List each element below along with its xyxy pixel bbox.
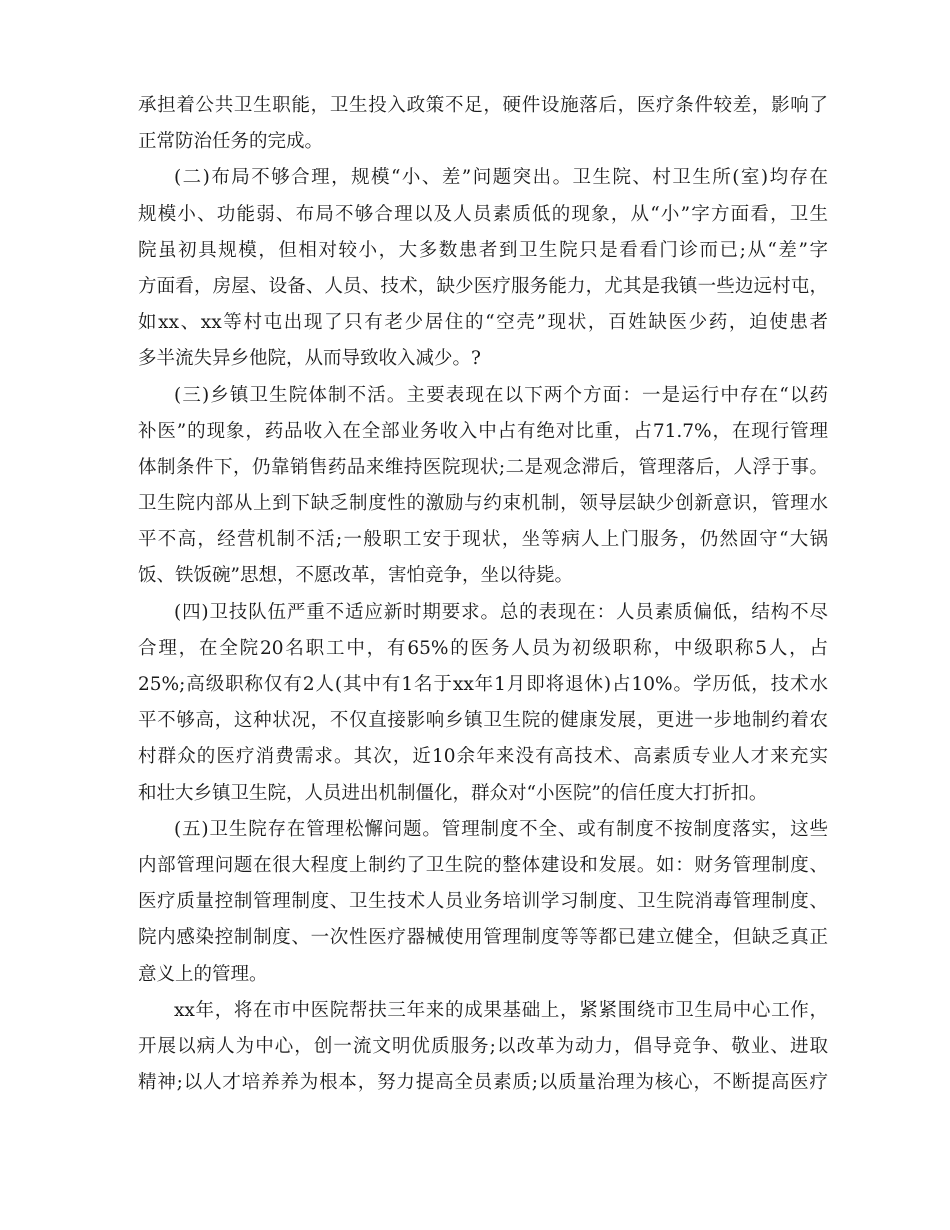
text-line: 多半流失异乡他院，从而导致收入减少。? <box>138 348 481 370</box>
text-line: 体制条件下，仍靠销售药品来维持医院现状;二是观念滞后，管理落后，人浮于事。 <box>138 456 828 478</box>
text-line: 承担着公共卫生职能，卫生投入政策不足，硬件设施落后，医疗条件较差，影响了 <box>138 95 828 116</box>
text-line: 开展以病人为中心，创一流文明优质服务;以改革为动力，倡导竞争、敬业、进取 <box>138 1035 828 1057</box>
text-line: 村群众的医疗消费需求。其次，近10余年来没有高技术、高素质专业人才来充实 <box>138 746 828 768</box>
text-line: 内部管理问题在很大程度上制约了卫生院的整体建设和发展。如：财务管理制度、 <box>138 854 828 876</box>
text-line: 正常防治任务的完成。 <box>138 131 324 153</box>
paragraph-first-line: (三)乡镇卫生院体制不活。主要表现在以下两个方面：一是运行中存在“以药 <box>174 384 828 406</box>
text-line: 平不高，经营机制不活;一般职工安于现状，坐等病人上门服务，仍然固守“大锅 <box>138 529 828 551</box>
text-line: 医疗质量控制管理制度、卫生技术人员业务培训学习制度、卫生院消毒管理制度、 <box>138 891 828 913</box>
text-line: 合理，在全院20名职工中，有65%的医务人员为初级职称，中级职称5人，占 <box>138 637 828 659</box>
paragraph-first-line: xx年，将在市中医院帮扶三年来的成果基础上，紧紧围绕市卫生局中心工作， <box>174 999 828 1021</box>
text-line: 和壮大乡镇卫生院，人员进出机制僵化，群众对“小医院”的信任度大打折扣。 <box>138 782 768 804</box>
paragraph-first-line: (五)卫生院存在管理松懈问题。管理制度不全、或有制度不按制度落实，这些 <box>174 818 828 840</box>
body-text <box>138 88 828 1101</box>
text-line: 饭、铁饭碗”思想，不愿改革，害怕竞争，坐以待毙。 <box>138 565 573 587</box>
text-line: 如xx、xx等村屯出现了只有老少居住的“空壳”现状，百姓缺医少药，迫使患者 <box>138 312 828 334</box>
paragraph-first-line: (二)布局不够合理，规模“小、差”问题突出。卫生院、村卫生所(室)均存在 <box>174 167 828 189</box>
text-line: 意义上的管理。 <box>138 963 268 985</box>
text-line: 25%;高级职称仅有2人(其中有1名于xx年1月即将退休)占10%。学历低，技术水 <box>138 674 828 695</box>
text-line: 院内感染控制制度、一次性医疗器械使用管理制度等等都已建立健全，但缺乏真正 <box>138 927 828 949</box>
text-line: 平不够高，这种状况，不仅直接影响乡镇卫生院的健康发展，更进一步地制约着农 <box>138 710 828 732</box>
text-line: 院虽初具规模，但相对较小，大多数患者到卫生院只是看看门诊而已;从“差”字 <box>138 239 828 261</box>
text-line: 补医”的现象，药品收入在全部业务收入中占有绝对比重，占71.7%，在现行管理 <box>138 420 828 442</box>
text-line: 方面看，房屋、设备、人员、技术，缺少医疗服务能力，尤其是我镇一些边远村屯， <box>138 275 828 297</box>
text-line: 规模小、功能弱、布局不够合理以及人员素质低的现象，从“小”字方面看，卫生 <box>138 203 828 225</box>
text-line: 精神;以人才培养养为根本，努力提高全员素质;以质量治理为核心，不断提高医疗 <box>138 1072 828 1094</box>
paragraph-first-line: (四)卫技队伍严重不适应新时期要求。总的表现在：人员素质偏低，结构不尽 <box>174 601 828 623</box>
text-line: 卫生院内部从上到下缺乏制度性的激励与约束机制，领导层缺少创新意识，管理水 <box>138 493 828 515</box>
